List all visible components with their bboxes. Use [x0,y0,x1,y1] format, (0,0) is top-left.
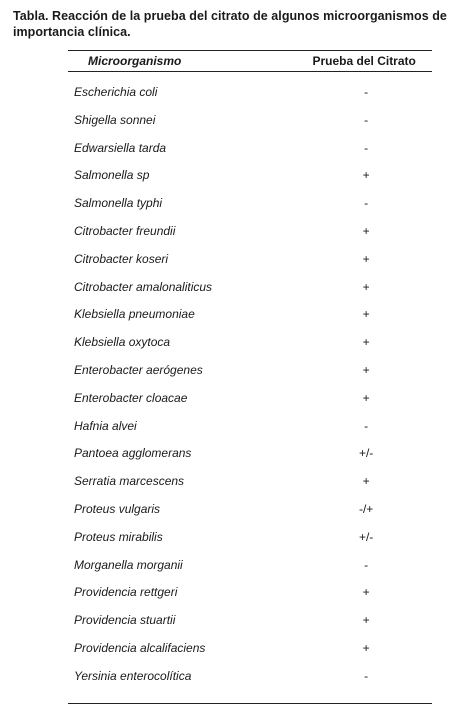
organism-cell: Providencia alcalifaciens [74,640,206,655]
citrate-result-cell: -/+ [358,501,374,516]
table-row [68,113,432,141]
citrate-result-cell: + [362,168,370,183]
citrate-result-cell: + [362,279,370,294]
table-bottom-rule [68,703,432,704]
organism-cell: Enterobacter cloacae [74,390,188,405]
organism-cell: Shigella sonnei [74,112,156,127]
organism-cell: Proteus vulgaris [74,501,161,516]
citrate-result-cell: - [364,112,369,127]
table-row [68,502,432,530]
organism-cell: Klebsiella pneumoniae [74,307,195,322]
organism-cell: Edwarsiella tarda [74,140,167,155]
organism-cell: Klebsiella oxytoca [74,335,171,350]
citrate-result-cell: - [364,196,369,211]
citrate-result-cell: + [362,307,370,322]
citrate-result-cell: - [364,557,369,572]
organism-cell: Yersinia enterocolítica [74,668,192,683]
table-row [68,613,432,641]
organism-cell: Enterobacter aerógenes [74,362,203,377]
table-row [68,530,432,558]
table-row [68,252,432,280]
table-header-row [68,51,432,71]
citrate-result-cell: - [364,140,369,155]
table-row [68,307,432,335]
organism-cell: Citrobacter koseri [74,251,169,266]
table-caption: Tabla. Reacción de la prueba del citrato de algunos microorganismos de importancia clínica. [13,9,447,39]
citrate-result-cell: - [364,668,369,683]
organism-cell: Citrobacter amalonaliticus [74,279,213,294]
table-row [68,168,432,196]
citrate-result-cell: + [362,390,370,405]
organism-cell: Proteus mirabilis [74,529,163,544]
citrate-result-cell: +/- [358,446,374,461]
header-microorganism: Microorganismo [88,54,182,68]
citrate-table [68,50,432,704]
citrate-result-cell: + [362,223,370,238]
organism-cell: Hafnia alvei [74,418,137,433]
table-row [68,335,432,363]
citrate-result-cell: + [362,362,370,377]
citrate-result-cell: - [364,85,369,99]
organism-cell: Serratia marcescens [74,474,185,489]
table-row [68,446,432,474]
citrate-result-cell: + [362,251,370,266]
organism-cell: Citrobacter freundii [74,223,176,238]
organism-cell: Pantoea agglomerans [74,446,192,461]
table-row [68,391,432,419]
organism-cell: Salmonella sp [74,168,150,183]
table-row [68,419,432,447]
table-row [68,224,432,252]
citrate-result-cell: + [362,335,370,350]
organism-cell: Providencia rettgeri [74,585,178,600]
table-row [68,363,432,391]
organism-cell: Escherichia coli [74,85,158,99]
table-row [68,558,432,586]
table-row [68,641,432,669]
citrate-result-cell: - [364,418,369,433]
citrate-result-cell: + [362,585,370,600]
table-row [68,141,432,169]
citrate-result-cell: +/- [358,529,374,544]
citrate-result-cell: + [362,640,370,655]
table-row [68,280,432,308]
table-row [68,585,432,613]
organism-cell: Morganella morganii [74,557,183,572]
citrate-result-cell: + [362,613,370,628]
table-row [68,196,432,224]
header-citrate-test: Prueba del Citrato [312,54,416,68]
table-body [68,72,432,697]
table-row [68,474,432,502]
organism-cell: Salmonella typhi [74,196,163,211]
table-row [68,85,432,113]
citrate-result-cell: + [362,474,370,489]
organism-cell: Providencia stuartii [74,613,176,628]
table-row [68,669,432,697]
